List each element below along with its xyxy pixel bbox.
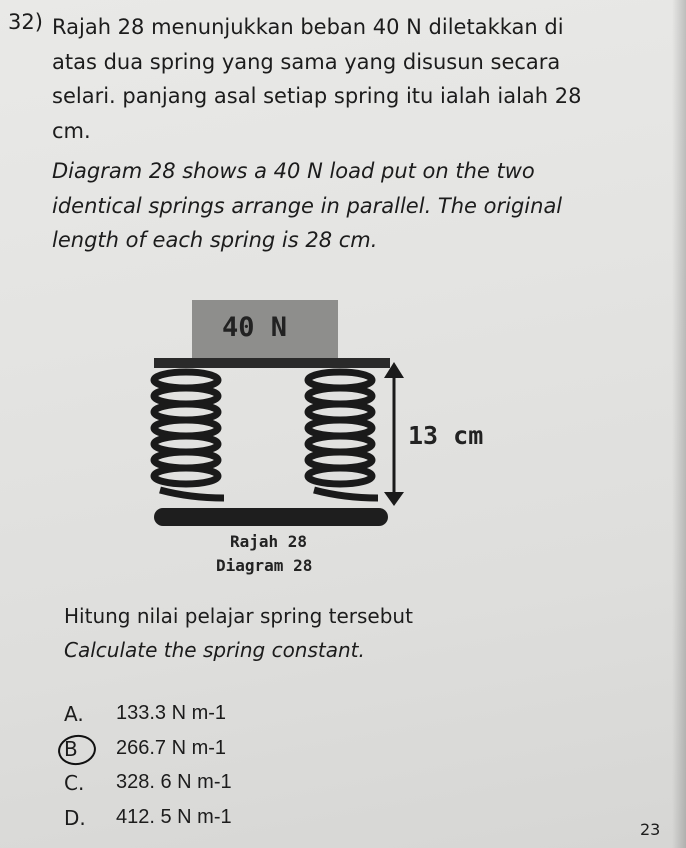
spring-diagram xyxy=(140,298,540,588)
option-text: 328. 6 N m-1 xyxy=(116,771,232,793)
malay-line: atas dua spring yang sama yang disusun secara xyxy=(52,49,561,74)
english-line: Diagram 28 shows a 40 N load put on the two xyxy=(52,159,535,183)
dimension-arrow xyxy=(384,362,404,506)
top-plate xyxy=(154,358,390,368)
load-label: 40 N xyxy=(222,312,288,343)
option-text: 266.7 N m-1 xyxy=(116,736,227,759)
malay-line: Rajah 28 menunjukkan beban 40 N diletakkan di xyxy=(52,15,564,39)
diagram-caption-malay: Rajah 28 xyxy=(230,532,308,551)
question-number: 32) xyxy=(8,10,43,34)
option-letter: B xyxy=(64,736,78,761)
prompt-malay: Hitung nilai pelajar spring tersebut xyxy=(64,604,413,628)
option-letter: D. xyxy=(64,805,86,830)
english-line: length of each spring is 28 cm. xyxy=(52,228,378,252)
diagram-caption-english: Diagram 28 xyxy=(216,556,313,575)
dimension-label: 13 cm xyxy=(408,421,484,450)
english-line: identical springs arrange in parallel. The original xyxy=(52,193,563,218)
question-text-malay xyxy=(52,10,582,148)
prompt-english: Calculate the spring constant. xyxy=(64,638,365,662)
question-text-english xyxy=(52,154,562,258)
option-letter: C. xyxy=(64,771,85,795)
option-text: 133.3 N m-1 xyxy=(116,702,227,724)
right-spring xyxy=(308,372,378,498)
page-edge-shadow xyxy=(672,0,686,848)
malay-line: cm. xyxy=(52,118,91,143)
option-text: 412. 5 N m-1 xyxy=(116,805,232,828)
option-letter: A. xyxy=(64,702,84,726)
left-spring xyxy=(154,372,224,498)
malay-line: selari. panjang asal setiap spring itu ialah ialah 28 xyxy=(52,84,582,108)
page-number: 23 xyxy=(640,820,661,839)
base-plate xyxy=(154,508,388,526)
